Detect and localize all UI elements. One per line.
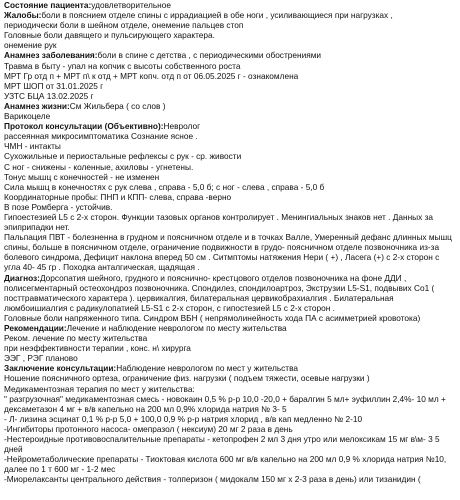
- line-text: Лечение и наблюдение неврологом по месту жительства: [66, 323, 287, 333]
- document-line: [4, 0, 456, 10]
- document-line: [4, 222, 456, 232]
- line-text: болевого синдрома, Дефицит наклона вперед 50 см . Ситмптомы натяжения Нери ( +) , Ласега (+) с 2-х сторон с: [4, 252, 440, 263]
- line-text: боли в спине с детства , с периодическими обострениями: [97, 50, 322, 61]
- line-text: люмбоишиалгия с радикулопатией L5-S1 с 2-х сторон, с гипостезией L5 с 2-х сторон .: [4, 302, 335, 313]
- line-text: Варикоцеле: [4, 111, 51, 122]
- document-line: [4, 20, 456, 30]
- line-text: -Ингибиторы протонного насоса- омепразол ( нексиум) 20 мг 2 раза в день: [4, 423, 293, 434]
- document-line: [4, 424, 456, 434]
- line-text: - Л- лизина эсцинат 0,1 % р-р 5,0 + 100,0 0,9 % р-р натрия хлорид , в/в кап медленно № 2-10: [4, 413, 363, 424]
- document-line: [4, 91, 456, 101]
- line-text: посттравматического характера ). цервикалгия, билатеральная цервикобрахиалгия . Билатеральная: [4, 292, 394, 303]
- section-heading: Протокол консультации (Объективно):: [4, 121, 164, 132]
- line-text: -Нестероидные противовоспалительные препараты - кетопрофен 2 мл 3 дня утро или мелоксикам 15 мг в\м- 3 5: [4, 434, 440, 445]
- document-line: [4, 283, 456, 293]
- line-text: МРТ Гр отд п + МРТ п\ к отд + МРТ копч. отд п от 06.05.2025 г - ознакомлена: [4, 70, 299, 81]
- line-text: В позе Ромберга - устойчив.: [4, 201, 113, 212]
- line-text: рассеянная микросимптоматика Сознание ясное .: [4, 131, 198, 142]
- line-text: -Нейрометаболические препараты - Тиоктовая кислота 600 мг в/в капельно на 200 мл 0,9 % хлорида натрия №10,: [4, 454, 447, 465]
- line-text: УЗТС БЦА 13.02.2025 г: [4, 90, 94, 101]
- document-line: [4, 464, 456, 474]
- document-line: [4, 131, 456, 141]
- line-text: Координаторные пробы: ПНП и КПП- слева, справа -верно: [4, 191, 232, 202]
- document-line: [4, 474, 456, 484]
- line-text: " разгрузочная" медикаментозная смесь - новокаин 0,5 % р-р 10,0 -20,0 + баралгин 5 мл+ эуфиллин 2,4%- 10 мл +: [4, 393, 446, 404]
- document-line: [4, 141, 456, 151]
- section-heading: Анамнез заболевания:: [4, 50, 98, 61]
- document-line: [4, 212, 456, 222]
- document-line: [4, 232, 456, 242]
- line-text: Невролог: [163, 121, 201, 132]
- document-line: [4, 252, 456, 262]
- section-heading: Рекомендации:: [4, 323, 67, 333]
- document-line: [4, 363, 456, 373]
- line-text: Сухожильные и периостальные рефлексы с рук - ср. живости: [4, 151, 242, 162]
- document-line: [4, 40, 456, 50]
- section-heading: Жалобы:: [4, 10, 42, 21]
- document-line: [4, 303, 456, 313]
- line-text: -Миорелаксанты центрального действия - толперизон ( мидокалм 150 мг х 2-3 раза в день) или тизанидин (: [4, 474, 421, 485]
- document-line: [4, 81, 456, 91]
- line-text: удовлетворительное: [91, 0, 171, 10]
- line-text: См Жильбера ( со слов ): [69, 100, 166, 111]
- line-text: дексаметазон 4 мг + в/в капельно на 200 мл 0,9% хлорида натрия № 3- 5: [4, 403, 287, 414]
- section-heading: Состояние пациента:: [4, 0, 92, 10]
- line-text: онемение рук: [4, 40, 57, 51]
- document-line: [4, 10, 456, 20]
- line-text: далее по 1 т 600 мг - 1-2 мес: [4, 464, 116, 475]
- document-line: [4, 151, 456, 161]
- document-line: [4, 353, 456, 363]
- document-line: [4, 404, 456, 414]
- line-text: периодически боли в шейном отделе, онемение пальцев стоп: [4, 20, 244, 31]
- line-text: дней: [4, 444, 23, 455]
- line-text: угла 40- 45 гр . Походка анталгическая, щадящая .: [4, 262, 200, 273]
- document-line: [4, 242, 456, 252]
- document-line: [4, 262, 456, 272]
- line-text: Гипоестезией L5 с 2-х сторон. Функции тазовых органов контролирует . Менингиальных знаков нет . Данных за: [4, 211, 433, 222]
- document-line: [4, 50, 456, 60]
- document-line: [4, 373, 456, 383]
- document-line: [4, 414, 456, 424]
- line-text: Головные боли напряженного типа. Синдром ВБН ( непрямолинейность хода ПА с асимметрией кровотока): [4, 312, 421, 323]
- document-line: [4, 111, 456, 121]
- section-heading: Анамнез жизни:: [4, 100, 70, 111]
- line-text: при неэффективности терапии , конс. н\ хирурга: [4, 343, 191, 354]
- line-text: ЧМН - интакты: [4, 141, 61, 152]
- document-line: [4, 454, 456, 464]
- document-line: [4, 162, 456, 172]
- line-text: Наблюдение неврологом по мест у жительства: [116, 363, 299, 374]
- document-line: [4, 434, 456, 444]
- document-line: [4, 384, 456, 394]
- document-line: [4, 394, 456, 404]
- document-line: [4, 202, 456, 212]
- line-text: МРТ ШОП от 31.01.2025 г: [4, 80, 104, 91]
- line-text: боли в пояснием отделе спины с иррадиацией в обе ноги , усиливающиеся при нагрузках ,: [41, 10, 393, 21]
- line-text: полисегментарный остеохондроз позвоночника. Спондилез, спондилоартроз, Экструзии L5-S1, подвывих Со1 (: [4, 282, 435, 293]
- line-text: эпиприпадки нет.: [4, 222, 70, 233]
- line-text: ЭЭГ , РЭГ планово: [4, 353, 78, 364]
- line-text: Реком. лечение по месту жительства: [4, 333, 148, 344]
- document-line: [4, 293, 456, 303]
- line-text: Сила мышц в конечностях с рук слева , справа - 5,0 б; с ног - слева , справа - 5,0 б: [4, 181, 325, 192]
- document-line: [4, 121, 456, 131]
- document-line: [4, 444, 456, 454]
- document-line: [4, 182, 456, 192]
- document-line: [4, 323, 456, 333]
- line-text: Ношение поясничного ортеза, ограничение физ. нагрузки ( подъем тяжести, осевые нагрузки ): [4, 373, 370, 384]
- consultation-document: [4, 0, 456, 485]
- document-line: [4, 61, 456, 71]
- line-text: Тонус мышц с конечностей - не изменен: [4, 171, 160, 182]
- document-line: [4, 273, 456, 283]
- document-line: [4, 30, 456, 40]
- document-line: [4, 71, 456, 81]
- line-text: Головные боли давящего и пульсирующего характера.: [4, 30, 215, 41]
- document-line: [4, 101, 456, 111]
- line-text: спины, больше в поясничном отделе, ограничение подвижности в грудо- поясничном отделе позвоночника из-за: [4, 242, 440, 253]
- line-text: Пальпация ПВТ - болезненна в грудном и поясничном отделе и в точках Валле, Умеренный дефанс длинных мышц: [4, 232, 452, 243]
- line-text: Медикаментозная терапия по мест у жительства:: [4, 383, 195, 394]
- line-text: С ног - снижены - коленные, ахиловы - угнетены.: [4, 161, 194, 172]
- document-line: [4, 333, 456, 343]
- section-heading: Диагноз:: [4, 272, 40, 283]
- document-line: [4, 192, 456, 202]
- document-line: [4, 313, 456, 323]
- line-text: Дорсопатия шейного, грудного и пояснично- крестцового отделов позвоночника на фоне ДДИ ,: [39, 272, 407, 283]
- line-text: Травма в быту - упал на копчик с высоты собственного роста: [4, 60, 241, 71]
- document-line: [4, 343, 456, 353]
- section-heading: Заключение консультации:: [4, 363, 117, 374]
- document-line: [4, 172, 456, 182]
